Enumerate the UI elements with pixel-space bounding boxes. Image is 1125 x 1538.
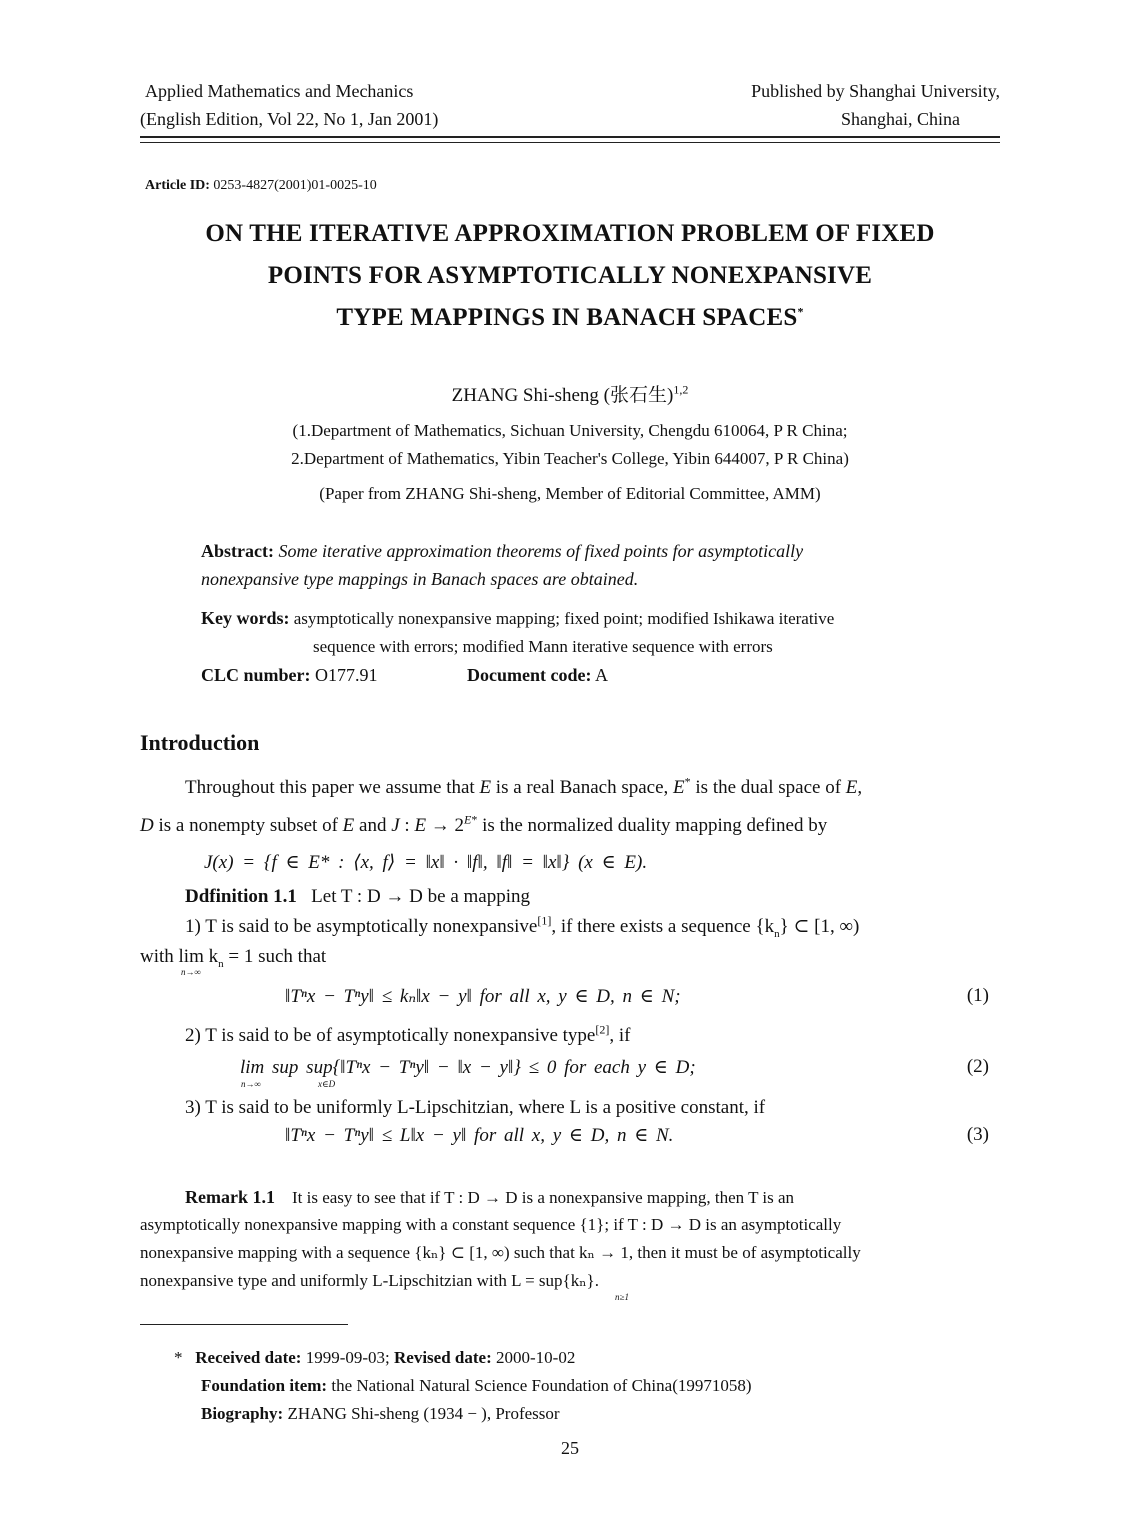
abstract-label: Abstract: — [201, 541, 274, 561]
equation-3: ‖Tⁿx − Tⁿy‖ ≤ L‖x − y‖ for all x, y ∈ D, n ∈ N. — [285, 1125, 674, 1146]
footnote-rule — [140, 1324, 348, 1325]
footnote-foundation — [201, 1376, 752, 1396]
remark-line-1 — [185, 1187, 1000, 1208]
eq2-lim-subscript: n→∞ — [241, 1079, 261, 1089]
header-rule-thin — [140, 142, 1000, 143]
revised-label: Revised date: — [394, 1348, 492, 1367]
abstract — [201, 537, 941, 565]
article-id — [145, 178, 377, 194]
definition-label: Ddfinition 1.1 — [185, 886, 297, 907]
revised-date: 2000-10-02 — [496, 1348, 576, 1367]
abstract-line-1: Some iterative approximation theorems of fixed points for asymptotically — [278, 541, 804, 561]
publisher: Published by Shanghai University, — [751, 81, 1000, 101]
definition-text: Let T : D → D be a mapping — [311, 886, 530, 907]
header-rule-thick — [140, 136, 1000, 138]
equation-1: ‖Tⁿx − Tⁿy‖ ≤ kₙ‖x − y‖ for all x, y ∈ D, n ∈ N; — [285, 986, 681, 1007]
biography-label: Biography: — [201, 1404, 284, 1423]
equation-1-number: (1) — [966, 985, 989, 1006]
title-line-3-text: TYPE MAPPINGS IN BANACH SPACES — [336, 304, 798, 331]
item1-text-b: , if there exists a sequence {k — [551, 916, 775, 937]
equation-2: lim sup sup{‖Tⁿx − Tⁿy‖ − ‖x − y‖} ≤ 0 for each y ∈ D; — [240, 1057, 696, 1078]
intro-text-d: is a nonempty subset of — [153, 815, 343, 836]
clc-label: CLC number: — [201, 665, 311, 685]
definition-heading — [185, 883, 530, 911]
title-line-2: POINTS FOR ASYMPTOTICALLY NONEXPANSIVE — [267, 262, 873, 289]
footnote-biography — [201, 1404, 560, 1424]
remark-line-2: asymptotically nonexpansive mapping with a constant sequence {1}; if T : D → D is an asymptotically — [140, 1215, 842, 1234]
foundation-label: Foundation item: — [201, 1376, 328, 1395]
definition-item-1-cont: with $\lim k_n = 1$ such that — [140, 946, 327, 970]
eq2-sup-subscript: x∈D — [318, 1079, 336, 1089]
item1-text-e: = 1 such that — [223, 946, 327, 967]
foundation-text: the National Natural Science Foundation of China(19971058) — [331, 1376, 752, 1395]
remark-line-4: nonexpansive type and uniformly L-Lipschitzian with L = sup{kₙ}. — [140, 1271, 599, 1290]
affiliation-2: 2.Department of Mathematics, Yibin Teacher's College, Yibin 644007, P R China) — [291, 449, 849, 468]
definition-item-1: 1) T is said to be asymptotically nonexpansive[1], if there exists a sequence $\{k_n\}$ ⊂ [1, ∞) — [185, 913, 860, 940]
item1-text-a: 1) T is said to be asymptotically nonexpansive — [185, 916, 538, 937]
document-code — [467, 661, 608, 689]
page-number: 25 — [561, 1438, 579, 1458]
title-line-3 — [140, 298, 1000, 338]
remark-sup-subscript: n≥1 — [615, 1292, 629, 1302]
received-label: Received date: — [195, 1348, 302, 1367]
equation-3-number: (3) — [966, 1124, 989, 1145]
definition-item-3: 3) T is said to be uniformly L-Lipschitzian, where L is a positive constant, if — [185, 1097, 766, 1118]
author — [140, 380, 1000, 407]
item2-text-b: , if — [609, 1025, 631, 1046]
biography-text: ZHANG Shi-sheng (1934 − ), Professor — [287, 1404, 560, 1423]
keywords-line-2: sequence with errors; modified Mann iterative sequence with errors — [313, 637, 773, 656]
definition-item-2 — [185, 1022, 630, 1050]
remark-label: Remark 1.1 — [185, 1187, 275, 1207]
journal-edition: (English Edition, Vol 22, No 1, Jan 2001) — [140, 109, 439, 129]
keywords — [201, 604, 834, 633]
intro-text-c: is the dual space of — [690, 777, 846, 798]
remark-text-1: It is easy to see that if T : D → D is a nonexpansive mapping, then T is an — [291, 1188, 795, 1207]
remark-line-3: nonexpansive mapping with a sequence {kₙ} ⊂ [1, ∞) such that kₙ → 1, then it must be of asymptotically — [140, 1243, 861, 1262]
received-date: 1999-09-03; — [305, 1348, 390, 1367]
keywords-label: Key words: — [201, 608, 290, 628]
document-code-label: Document code: — [467, 665, 592, 685]
intro-text-e: and — [354, 815, 392, 836]
equation-2-number: (2) — [966, 1056, 989, 1077]
footnote-dates — [174, 1348, 575, 1368]
intro-text-a: Throughout this paper we assume that — [185, 777, 480, 798]
duality-mapping-formula: J(x) = {f ∈ E* : ⟨x, f⟩ = ‖x‖ · ‖f‖, ‖f‖ = ‖x‖} (x ∈ E). — [204, 852, 648, 873]
abstract-line-2: nonexpansive type mappings in Banach spaces are obtained. — [201, 569, 639, 589]
footnote-star: * — [174, 1348, 183, 1367]
title-line-1: ON THE ITERATIVE APPROXIMATION PROBLEM OF FIXED — [205, 220, 935, 247]
clc-number — [201, 661, 378, 689]
author-affiliation-sup: 1,2 — [673, 382, 689, 397]
reference-2[interactable]: [2] — [595, 1022, 610, 1037]
journal-name: Applied Mathematics and Mechanics — [145, 81, 414, 101]
publisher-location: Shanghai, China — [841, 109, 960, 129]
intro-text-f: is the normalized duality mapping defined by — [477, 815, 828, 836]
article-id-value: 0253-4827(2001)01-0025-10 — [213, 178, 377, 193]
document-code-value: A — [595, 665, 608, 685]
title-footnote-mark: * — [797, 304, 804, 319]
affiliation-1: (1.Department of Mathematics, Sichuan University, Chengdu 610064, P R China; — [292, 421, 848, 440]
section-title: Introduction — [140, 730, 260, 755]
item1-text-d: with lim k — [140, 946, 219, 967]
lim-subscript: n→∞ — [181, 967, 201, 977]
intro-line-2: D is a nonempty subset of E and J : $E \to 2^{E*}$ is the normalized duality mapping defined by — [140, 812, 828, 836]
article-id-label: Article ID: — [145, 178, 210, 193]
author-name: ZHANG Shi-sheng (张石生) — [451, 385, 674, 406]
paper-source: (Paper from ZHANG Shi-sheng, Member of Editorial Committee, AMM) — [319, 484, 821, 503]
keywords-line-1: asymptotically nonexpansive mapping; fixed point; modified Ishikawa iterative — [293, 609, 835, 628]
reference-1[interactable]: [1] — [537, 913, 552, 928]
clc-value: O177.91 — [315, 665, 378, 685]
item2-text-a: 2) T is said to be of asymptotically nonexpansive type — [185, 1025, 596, 1046]
item1-text-c: } ⊂ [1, ∞) — [779, 916, 860, 937]
intro-line-1: Throughout this paper we assume that E is a real Banach space, E* is the dual space of E, — [185, 774, 863, 798]
intro-text-b: is a real Banach space, — [491, 777, 674, 798]
